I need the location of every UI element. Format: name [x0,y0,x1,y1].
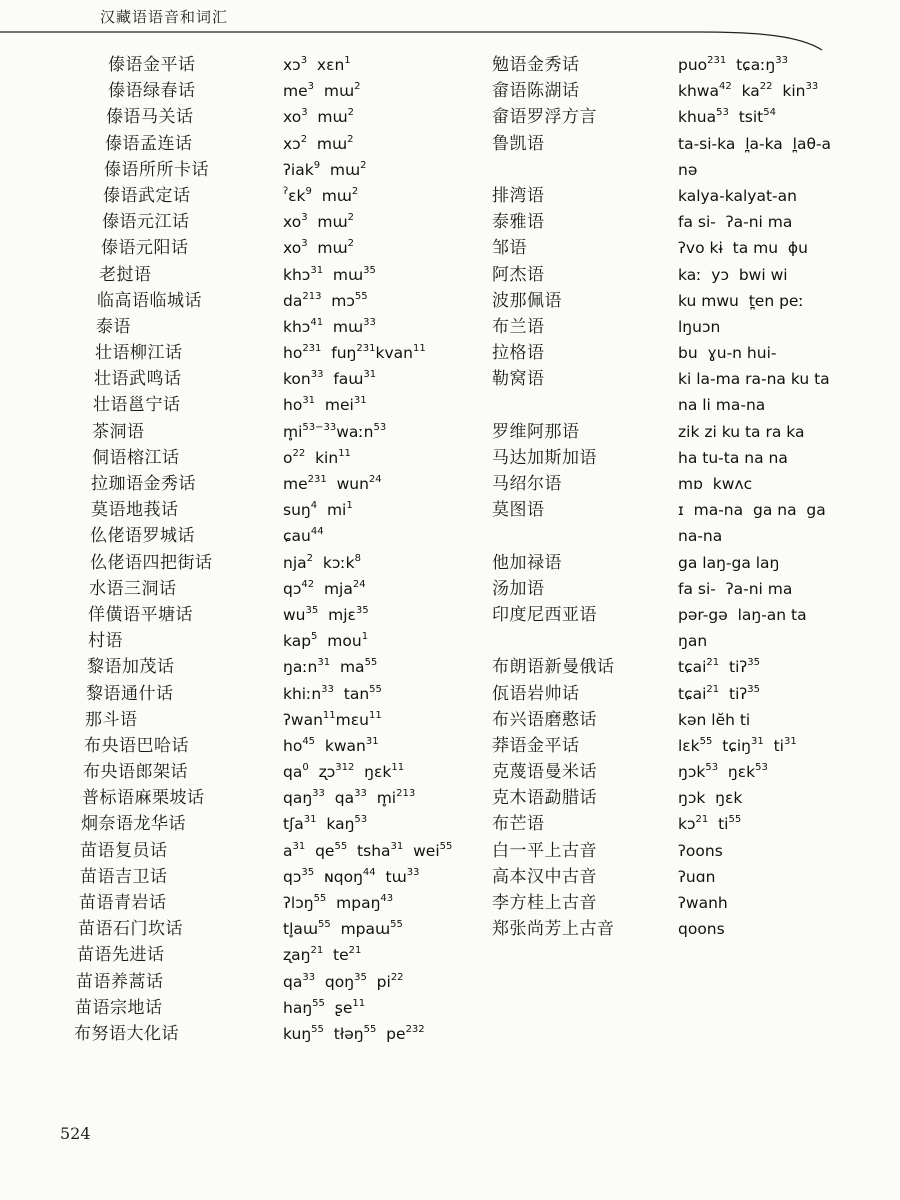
language-name: 布朗语新曼俄话 [492,657,615,678]
language-name: 勒窝语 [492,369,545,390]
word-form: $m̥i^{53-33}waːn^{53}$ [283,421,387,441]
language-name: 布芒语 [492,814,545,835]
header-rule [0,30,900,54]
word-form: $ho^{31}$ mei$^{31}$ [283,395,367,415]
word-form: kon$^{33}$ faɯ$^{31}$ [283,369,377,389]
word-form: fa si- ʔa-ni ma [678,579,793,598]
word-form: khiːn$^{33}$ $\tan^{55}$ [283,683,382,703]
language-name: 傣语元江话 [102,212,190,233]
language-name: 他加禄语 [492,552,562,573]
language-name: 泰雅语 [492,212,545,233]
word-form: ʐaŋ$^{21}$ $te^{21}$ [283,945,362,965]
language-name: 勉语金秀话 [492,55,580,75]
word-form: ʔlɔŋ$^{55}$ mpaŋ$^{43}$ [283,893,394,912]
language-name: 阿杰语 [492,264,545,285]
word-form: qaŋ$^{33}$ $qa^{33}$ $m̥i^{213}$ [283,788,416,808]
language-name: 侗语榕江话 [92,447,180,468]
word-form: ŋɔk$^{53}$ ŋɛk$^{53}$ [678,762,768,782]
language-name: 莫语地莪话 [91,500,179,521]
word-form: $a^{31}$ $qe^{55}$ tsha$^{31}$ wei$^{55}$ [283,840,453,860]
word-form: $xo^3$ mɯ$^2$ [283,212,354,232]
word-form: khua$^{53}$ tsit$^{54}$ [678,107,776,127]
language-name: 那斗语 [85,709,138,730]
word-form: ɕau$^{44}$ [283,526,324,546]
language-name [492,157,672,183]
word-form [678,969,878,995]
word-form: $xo^3$ mɯ$^2$ [283,107,354,127]
word-form: ŋaːn$^{31}$ $ma^{55}$ [283,657,378,677]
word-form [678,942,878,968]
language-name: 傣语孟连话 [105,133,193,154]
word-form: tɕai$^{21}$ tiʔ$^{35}$ [678,683,761,703]
language-name: 拉珈语金秀话 [91,474,196,494]
language-name: 黎语加茂话 [87,657,175,678]
word-form: $da^{213}$ mɔ$^{55}$ [283,290,368,310]
word-form: nə [678,160,698,179]
word-form: $wu^{35}$ mjɛ$^{35}$ [283,604,369,624]
page-number: 524 [60,1124,91,1143]
word-form: qɔ$^{35}$ ɴqoŋ$^{44}$ tɯ$^{33}$ [283,866,420,886]
language-name: 茶洞语 [92,421,145,442]
word-form: kalya-kalyat-an [678,186,797,205]
word-form: khɔ$^{41}$ mɯ$^{33}$ [283,316,376,336]
language-name: 村语 [88,631,123,652]
language-name: 黎语通什话 [86,683,174,704]
word-form: $me^3$ mɯ$^2$ [283,81,361,101]
language-name: 拉格语 [492,343,545,364]
word-form: fa si- ʔa-ni ma [678,213,793,232]
word-form: $qa^{33}$ qoŋ$^{35}$ $pi^{22}$ [283,971,404,991]
language-name: 傣语武定话 [103,185,191,206]
language-name: 排湾语 [492,185,545,206]
word-form: tl̥aɯ$^{55}$ mpaɯ$^{55}$ [283,919,403,939]
language-name [492,995,672,1021]
word-form: ʔiak$^9$ mɯ$^2$ [283,159,367,179]
word-form: puo$^{231}$ tɕaːŋ$^{33}$ [678,55,788,74]
language-name: 壮语邕宁话 [93,395,181,416]
language-name: 炯奈语龙华话 [81,814,186,835]
word-form: xɔ$^3$ xɛn$^1$ [283,55,351,74]
language-name: 郑张尚芳上古音 [492,919,615,940]
word-form: ki la-ma ra-na ku ta [678,370,830,389]
language-name: 壮语柳江话 [95,343,183,364]
language-name [492,1021,672,1047]
language-name: 苗语吉卫话 [80,866,168,887]
language-name [492,523,672,549]
word-form: $xo^3$ mɯ$^2$ [283,238,354,258]
right-form-column [678,52,878,1047]
language-name: 仫佬语四把街话 [90,552,213,573]
language-name: 白一平上古音 [492,840,597,861]
word-form [678,995,878,1021]
language-name: 畲语陈湖话 [492,81,580,102]
word-form: qɔ$^{42}$ mja$^{24}$ [283,578,366,598]
word-form: kaː yɔ bwi wi [678,265,788,284]
word-form: kən lĕh ti [678,710,751,729]
language-name: 克木语勐腊话 [492,788,597,809]
language-name: 莽语金平话 [492,735,580,756]
language-name: 苗语宗地话 [75,997,163,1018]
language-name: 傣语马关话 [106,107,194,128]
left-form-column [283,52,483,1047]
language-name: 布努语大化话 [74,1023,179,1044]
language-name: 傣语元阳话 [101,238,189,259]
word-form: $qa^0$ ʐɔ$^{312}$ ŋɛk$^{11}$ [283,762,405,782]
language-name: 壮语武鸣话 [94,369,182,390]
language-name: 布央语郎架话 [83,762,188,783]
word-form: bu ɣu-n hui- [678,344,777,363]
language-name: 邹语 [492,238,527,259]
word-form: zik zi ku ta ra ka [678,422,805,441]
language-name: 汤加语 [492,578,545,599]
word-form: lŋuɔn [678,317,721,336]
word-form: na-na [678,527,723,546]
language-name: 普标语麻栗坡话 [82,788,205,809]
language-name: 傣语所所卡话 [104,159,209,180]
word-form: $ho^{231}$ fuŋ$^{231}$kvan$^{11}$ [283,343,426,363]
word-form: tʃa$^{31}$ kaŋ$^{53}$ [283,814,368,834]
language-name: 苗语石门坎话 [78,919,183,940]
word-form: ʔoons [678,841,723,860]
word-form: $^ʔ$ɛk$^9$ mɯ$^2$ [283,185,359,205]
language-name: 马绍尔语 [492,474,562,494]
language-name: 佯僙语平塘话 [88,604,193,625]
language-name: 布央语巴哈话 [84,735,189,756]
language-name: 泰语 [96,316,131,337]
word-form: khɔ$^{31}$ mɯ$^{35}$ [283,264,376,284]
word-form: na li ma-na [678,396,766,415]
language-name [492,392,672,418]
word-form: pər-gə laŋ-an ta [678,605,807,624]
language-name: 仫佬语罗城话 [90,526,195,547]
language-name: 傣语金平话 [108,55,196,75]
language-name: 印度尼西亚语 [492,604,597,625]
word-form: nja$^2$ kɔːk$^8$ [283,552,361,572]
language-name: 布兰语 [492,316,545,337]
language-name: 临高语临城话 [97,290,202,311]
word-form: haŋ$^{55}$ ʂe$^{11}$ [283,997,366,1017]
word-form: ʔuɑn [678,867,716,886]
word-form: ga laŋ-ga laŋ [678,553,780,572]
language-name: 鲁凯语 [492,133,545,154]
language-name: 克蔑语曼米话 [492,762,597,783]
word-form: mɒ kwʌc [678,475,753,493]
word-form: kap$^5$ mou$^1$ [283,631,369,651]
word-form: ʔwanh [678,894,728,912]
word-form: ta-si-ka l̪a-ka l̪aθ-a [678,134,832,153]
language-name: 莫图语 [492,500,545,521]
language-name: 苗语养蒿话 [76,971,164,992]
word-form: khwa$^{42}$ $ka^{22}$ kin$^{33}$ [678,81,819,101]
word-form: ʔvo kɨ ta mu ɸu [678,239,808,258]
word-form: $o^{22}$ kin$^{11}$ [283,447,351,467]
language-name: 苗语复员话 [80,840,168,861]
word-form [678,1021,878,1047]
language-name: 畲语罗浮方言 [492,107,597,128]
word-form: lɛk$^{55}$ tɕiŋ$^{31}$ $ti^{31}$ [678,735,797,755]
word-form: ŋan [678,632,708,651]
left-language-column [0,52,260,1047]
word-form: $me^{231}$ wun$^{24}$ [283,474,382,493]
language-name: 老挝语 [99,264,152,285]
language-name: 李方桂上古音 [492,893,597,913]
word-form: ha tu-ta na na [678,448,788,467]
word-form: kɔ$^{21}$ $ti^{55}$ [678,814,742,834]
word-form: qoons [678,920,725,939]
language-name: 佤语岩帅话 [492,683,580,704]
word-form: ŋɔk ŋɛk [678,789,743,808]
right-language-column [492,52,672,1047]
book-title: 汉藏语语音和词汇 [100,8,229,26]
word-form: ʔwan$^{11}$mɛu$^{11}$ [283,709,382,729]
word-form: xɔ$^2$ mɯ$^2$ [283,133,354,153]
word-form: $ho^{45}$ kwan$^{31}$ [283,735,379,755]
language-name: 布兴语磨憨话 [492,709,597,730]
language-name [492,628,672,654]
language-name: 水语三洞话 [89,578,177,599]
word-form: tɕai$^{21}$ tiʔ$^{35}$ [678,657,761,677]
language-name: 傣语绿春话 [108,81,196,102]
word-form: ɪ ma-na ga na ga [678,501,826,520]
language-name: 苗语青岩话 [79,893,167,913]
language-name: 罗维阿那语 [492,421,580,442]
language-name: 高本汉中古音 [492,866,597,887]
language-name: 波那佩语 [492,290,562,311]
word-form: kuŋ$^{55}$ tłəŋ$^{55}$ $pe^{232}$ [283,1023,425,1043]
language-name [492,969,672,995]
language-name: 苗语先进话 [77,945,165,966]
language-name: 马达加斯加语 [492,447,597,468]
word-form: suŋ$^4$ $mi^1$ [283,500,353,520]
word-form: ku mwu t̪en peː [678,291,804,310]
language-name [492,942,672,968]
